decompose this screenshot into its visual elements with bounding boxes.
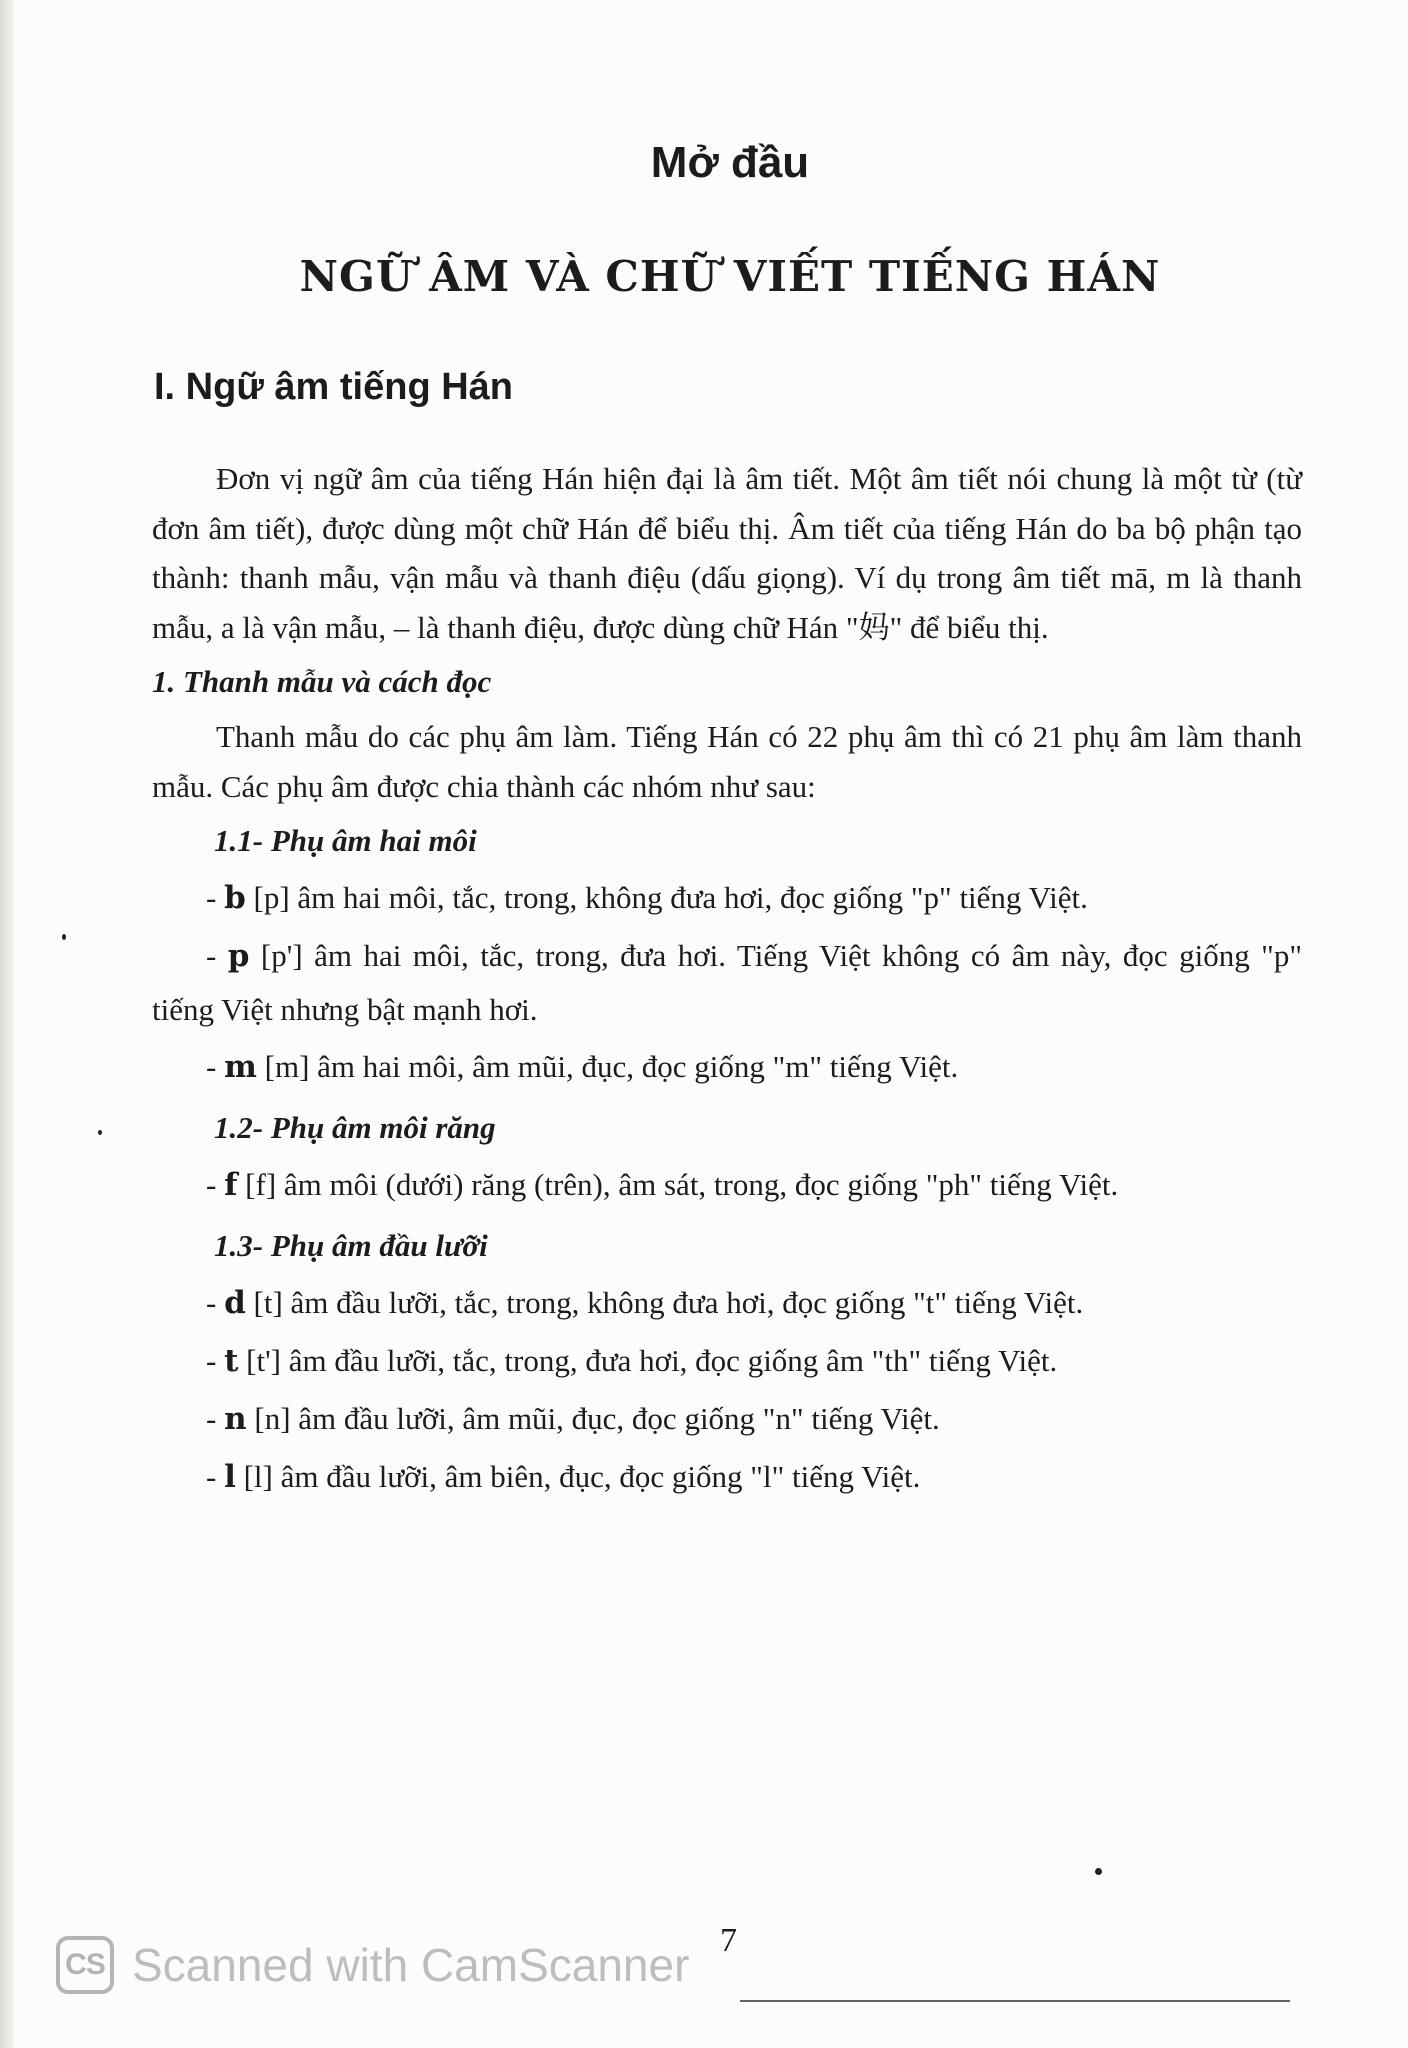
consonant-description: [p'] âm hai môi, tắc, trong, đưa hơi. Tiếng Việt không có âm này, đọc giống "p" tiếng Việt nhưng bật mạnh hơi. (152, 938, 1302, 1027)
chapter-title: Mở đầu (650, 138, 810, 187)
consonant-letter: f (224, 1167, 238, 1203)
subsection-paragraph: Thanh mẫu do các phụ âm làm. Tiếng Hán có 22 phụ âm thì có 21 phụ âm làm thanh mẫu. Các phụ âm được chia thành các nhóm như sau: (152, 719, 1302, 804)
consonant-item: - m [m] âm hai môi, âm mũi, đục, đọc giống "m" tiếng Việt. (206, 1049, 959, 1085)
consonant-description: [n] âm đầu lưỡi, âm mũi, đục, đọc giống "n" tiếng Việt. (246, 1401, 940, 1436)
consonant-description: [f] âm môi (dưới) răng (trên), âm sát, trong, đọc giống "ph" tiếng Việt. (237, 1167, 1119, 1202)
group-heading: 1.1- Phụ âm hai môi (214, 823, 477, 858)
consonant-letter: d (224, 1285, 246, 1321)
section-heading: I. Ngữ âm tiếng Hán (154, 366, 513, 408)
ink-speck (1095, 1868, 1102, 1875)
camscanner-logo-icon: CS (56, 1936, 114, 1994)
consonant-letter: l (224, 1459, 236, 1495)
group-heading: 1.3- Phụ âm đầu lưỡi (214, 1228, 488, 1263)
ink-speck (62, 934, 66, 940)
consonant-letter: b (224, 880, 246, 916)
watermark-text: Scanned with CamScanner (132, 1939, 690, 1991)
consonant-item: - n [n] âm đầu lưỡi, âm mũi, đục, đọc giống "n" tiếng Việt. (206, 1401, 940, 1437)
consonant-letter: p (227, 938, 250, 974)
consonant-description: [t'] âm đầu lưỡi, tắc, trong, đưa hơi, đọc giống âm "th" tiếng Việt. (238, 1343, 1058, 1378)
consonant-item: - t [t'] âm đầu lưỡi, tắc, trong, đưa hơi, đọc giống âm "th" tiếng Việt. (206, 1343, 1058, 1379)
consonant-letter: n (224, 1401, 247, 1437)
camscanner-watermark (56, 1936, 689, 1994)
consonant-group (152, 1216, 1302, 1504)
consonant-group (152, 811, 1302, 1094)
group-heading: 1.2- Phụ âm môi răng (214, 1110, 496, 1145)
page-number: 7 (720, 1922, 737, 1959)
consonant-item: - b [p] âm hai môi, tắc, trong, không đưa hơi, đọc giống "p" tiếng Việt. (206, 880, 1088, 916)
consonant-item: - l [l] âm đầu lưỡi, âm biên, đục, đọc giống "l" tiếng Việt. (206, 1459, 921, 1495)
intro-paragraph: Đơn vị ngữ âm của tiếng Hán hiện đại là âm tiết. Một âm tiết nói chung là một từ (từ đơn âm tiết), được dùng một chữ Hán để biểu thị. Âm tiết của tiếng Hán do ba bộ phận tạo thành: thanh mẫu, vận mẫu và thanh điệu (dấu giọng). Ví dụ trong âm tiết mā, m là thanh mẫu, a là vận mẫu, – là thanh điệu, được dùng chữ Hán "妈" để biểu thị. (152, 461, 1302, 645)
consonant-description: [l] âm đầu lưỡi, âm biên, đục, đọc giống "l" tiếng Việt. (235, 1459, 921, 1494)
consonant-item: - p [p'] âm hai môi, tắc, trong, đưa hơi. Tiếng Việt không có âm này, đọc giống "p" tiếng Việt nhưng bật mạnh hơi. (152, 938, 1302, 1027)
consonant-group (152, 1098, 1302, 1212)
consonant-letter: m (224, 1049, 257, 1085)
footer-rule (740, 2000, 1290, 2002)
consonant-description: [p] âm hai môi, tắc, trong, không đưa hơi, đọc giống "p" tiếng Việt. (245, 880, 1088, 915)
consonant-letter: t (224, 1343, 239, 1379)
consonant-description: [m] âm hai môi, âm mũi, đục, đọc giống "m" tiếng Việt. (256, 1049, 959, 1084)
consonant-item: - f [f] âm môi (dưới) răng (trên), âm sát, trong, đọc giống "ph" tiếng Việt. (206, 1167, 1119, 1203)
ink-speck (98, 1130, 102, 1135)
body-text (152, 454, 1302, 1508)
subsection-heading: 1. Thanh mẫu và cách đọc (152, 664, 492, 699)
consonant-item: - d [t] âm đầu lưỡi, tắc, trong, không đưa hơi, đọc giống "t" tiếng Việt. (206, 1285, 1084, 1321)
page-edge-shadow (0, 0, 14, 2048)
consonant-description: [t] âm đầu lưỡi, tắc, trong, không đưa hơi, đọc giống "t" tiếng Việt. (245, 1285, 1084, 1320)
chapter-subtitle: NGỮ ÂM VÀ CHỮ VIẾT TIẾNG HÁN (299, 252, 1161, 301)
